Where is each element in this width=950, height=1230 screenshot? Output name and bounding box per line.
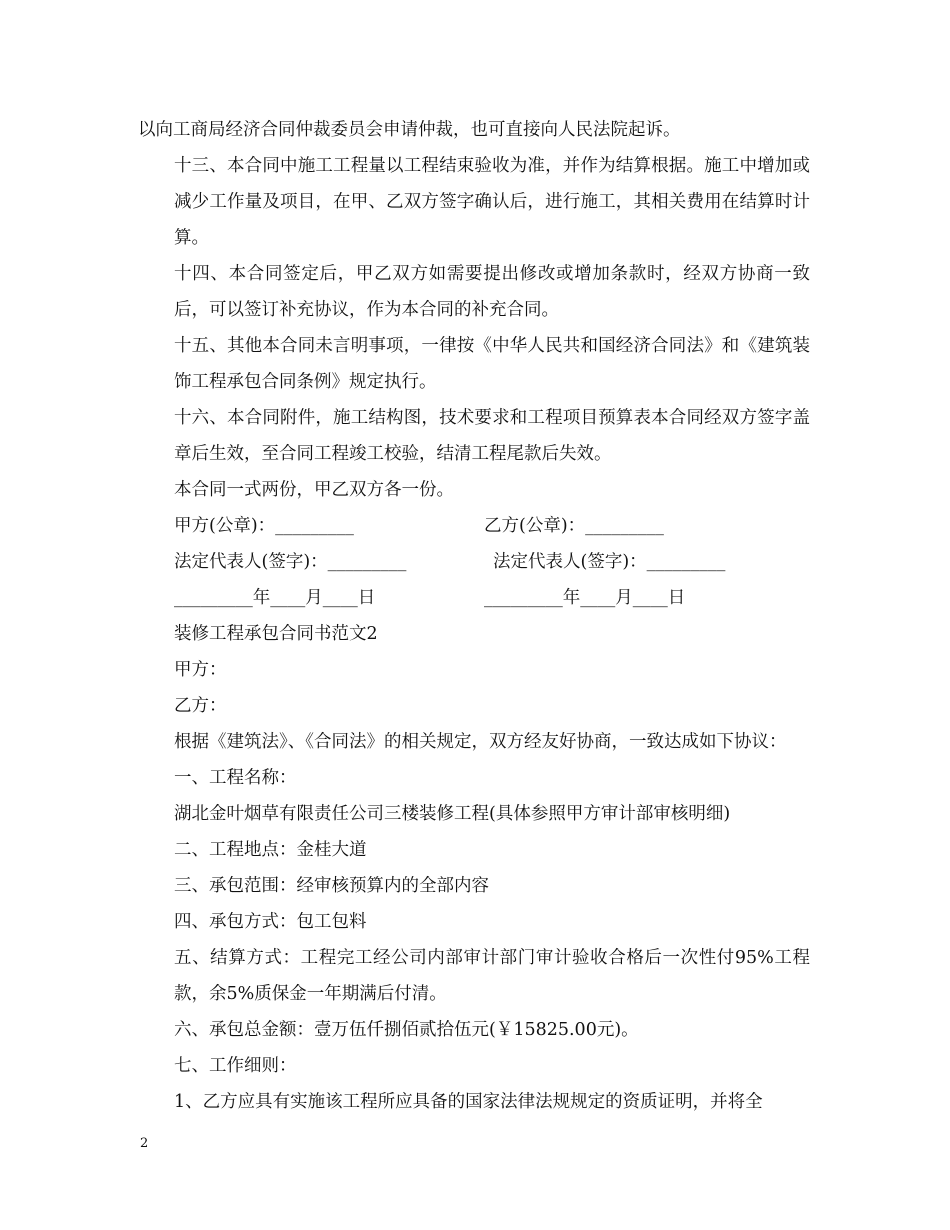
work-rules-heading: 七、工作细则： <box>174 1056 297 1076</box>
signature-row-representative <box>138 544 810 580</box>
paragraph-copies: 本合同一式两份，甲乙双方各一份。 <box>174 480 454 500</box>
party-b-label: 乙方： <box>174 696 227 716</box>
contract-method: 四、承包方式：包工包料 <box>174 912 367 932</box>
contract-scope: 三、承包范围：经审核预算内的全部内容 <box>174 876 489 896</box>
party-b-representative-field: 法定代表人(签字)：_________ <box>493 552 726 572</box>
work-rule-1: 1、乙方应具有实施该工程所应具备的国家法律法规规定的资质证明，并将全 <box>174 1092 763 1112</box>
paragraph-clause-14: 十四、本合同签定后，甲乙双方如需要提出修改或增加条款时，经双方协商一致后，可以签订补充协议，作为本合同的补充合同。 <box>174 264 810 320</box>
party-a-representative-field: 法定代表人(签字)：_________ <box>174 552 407 572</box>
paragraph-agreement-basis: 根据《建筑法》、《合同法》的相关规定，双方经友好协商，一致达成如下协议： <box>174 732 787 752</box>
signature-row-date <box>138 580 810 616</box>
page-number: 2 <box>140 1136 149 1151</box>
paragraph-clause-13: 十三、本合同中施工工程量以工程结束验收为准，并作为结算根据。施工中增加或减少工作量及项目，在甲、乙双方签字确认后，进行施工，其相关费用在结算时计算。 <box>174 156 810 248</box>
settlement-method: 五、结算方式：工程完工经公司内部审计部门审计验收合格后一次性付95%工程款，余5%质保金一年期满后付清。 <box>174 948 810 1004</box>
project-name-value: 湖北金叶烟草有限责任公司三楼装修工程(具体参照甲方审计部审核明细) <box>174 804 731 824</box>
paragraph-clause-16: 十六、本合同附件，施工结构图，技术要求和工程项目预算表本合同经双方签字盖章后生效，至合同工程竣工校验，结清工程尾款后失效。 <box>174 408 810 464</box>
paragraph-arbitration: 以向工商局经济合同仲裁委员会申请仲裁，也可直接向人民法院起诉。 <box>138 120 681 140</box>
party-b-date-field: _________年____月____日 <box>484 588 686 608</box>
project-name-heading: 一、工程名称： <box>174 768 297 788</box>
party-a-seal-field: 甲方(公章)：_________ <box>174 516 354 536</box>
signature-row-seal <box>138 508 810 544</box>
party-a-date-field: _________年____月____日 <box>174 588 376 608</box>
project-location: 二、工程地点：金桂大道 <box>174 840 367 860</box>
party-a-label: 甲方： <box>174 660 227 680</box>
party-b-seal-field: 乙方(公章)：_________ <box>484 516 664 536</box>
contract-total-amount: 六、承包总金额：壹万伍仟捌佰贰拾伍元(￥15825.00元)。 <box>174 1020 639 1040</box>
paragraph-clause-15: 十五、其他本合同未言明事项，一律按《中华人民共和国经济合同法》和《建筑装饰工程承包合同条例》规定执行。 <box>174 336 810 392</box>
document-page <box>138 112 810 1120</box>
section-title: 装修工程承包合同书范文2 <box>174 624 378 644</box>
